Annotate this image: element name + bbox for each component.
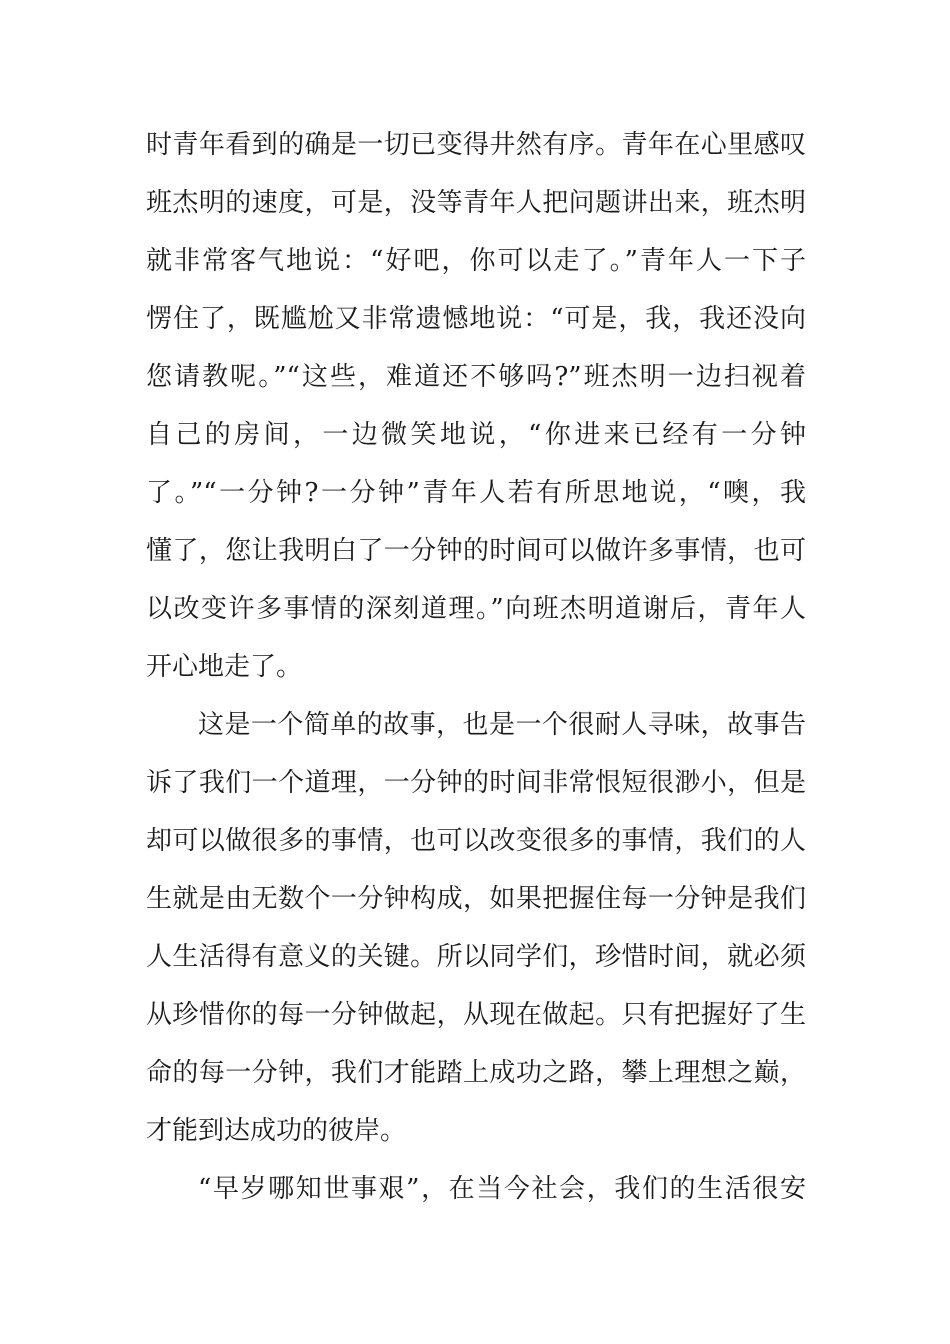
text-line: 开心地走了。 xyxy=(146,652,303,682)
text-line: 了。”“一分钟?一分钟”青年人若有所思地说，“噢，我 xyxy=(146,478,806,508)
text-line: 时青年看到的确是一切已变得井然有序。青年在心里感叹 xyxy=(146,130,806,160)
text-line: 生就是由无数个一分钟构成，如果把握住每一分钟是我们 xyxy=(146,884,806,914)
text-line: 懂了，您让我明白了一分钟的时间可以做许多事情，也可 xyxy=(146,536,806,566)
text-line: 诉了我们一个道理，一分钟的时间非常恨短很渺小，但是 xyxy=(146,768,806,798)
text-line: 人生活得有意义的关键。所以同学们，珍惜时间，就必须 xyxy=(146,942,806,972)
text-line: 自己的房间，一边微笑地说，“你进来已经有一分钟 xyxy=(146,420,806,450)
text-line: 以改变许多事情的深刻道理。”向班杰明道谢后，青年人 xyxy=(146,594,806,624)
text-line: 班杰明的速度，可是，没等青年人把问题讲出来，班杰明 xyxy=(146,188,806,218)
text-line: 命的每一分钟，我们才能踏上成功之路，攀上理想之巅， xyxy=(146,1058,806,1088)
paragraph-3 xyxy=(146,1160,806,1218)
paragraph-2 xyxy=(146,696,806,1160)
text-line: 却可以做很多的事情，也可以改变很多的事情，我们的人 xyxy=(146,826,806,856)
text-line: 才能到达成功的彼岸。 xyxy=(146,1116,407,1146)
text-line: “早岁哪知世事艰”，在当今社会，我们的生活很安 xyxy=(198,1174,806,1204)
text-line: 就非常客气地说：“好吧，你可以走了。”青年人一下子 xyxy=(146,246,806,276)
text-line: 这是一个简单的故事，也是一个很耐人寻味，故事告 xyxy=(198,710,806,740)
text-line: 从珍惜你的每一分钟做起，从现在做起。只有把握好了生 xyxy=(146,1000,806,1030)
paragraph-1 xyxy=(146,116,806,696)
text-line: 愣住了，既尴尬又非常遗憾地说：“可是，我，我还没向 xyxy=(146,304,806,334)
text-line: 您请教呢。”“这些，难道还不够吗?”班杰明一边扫视着 xyxy=(146,362,806,392)
document-body xyxy=(146,116,806,1218)
